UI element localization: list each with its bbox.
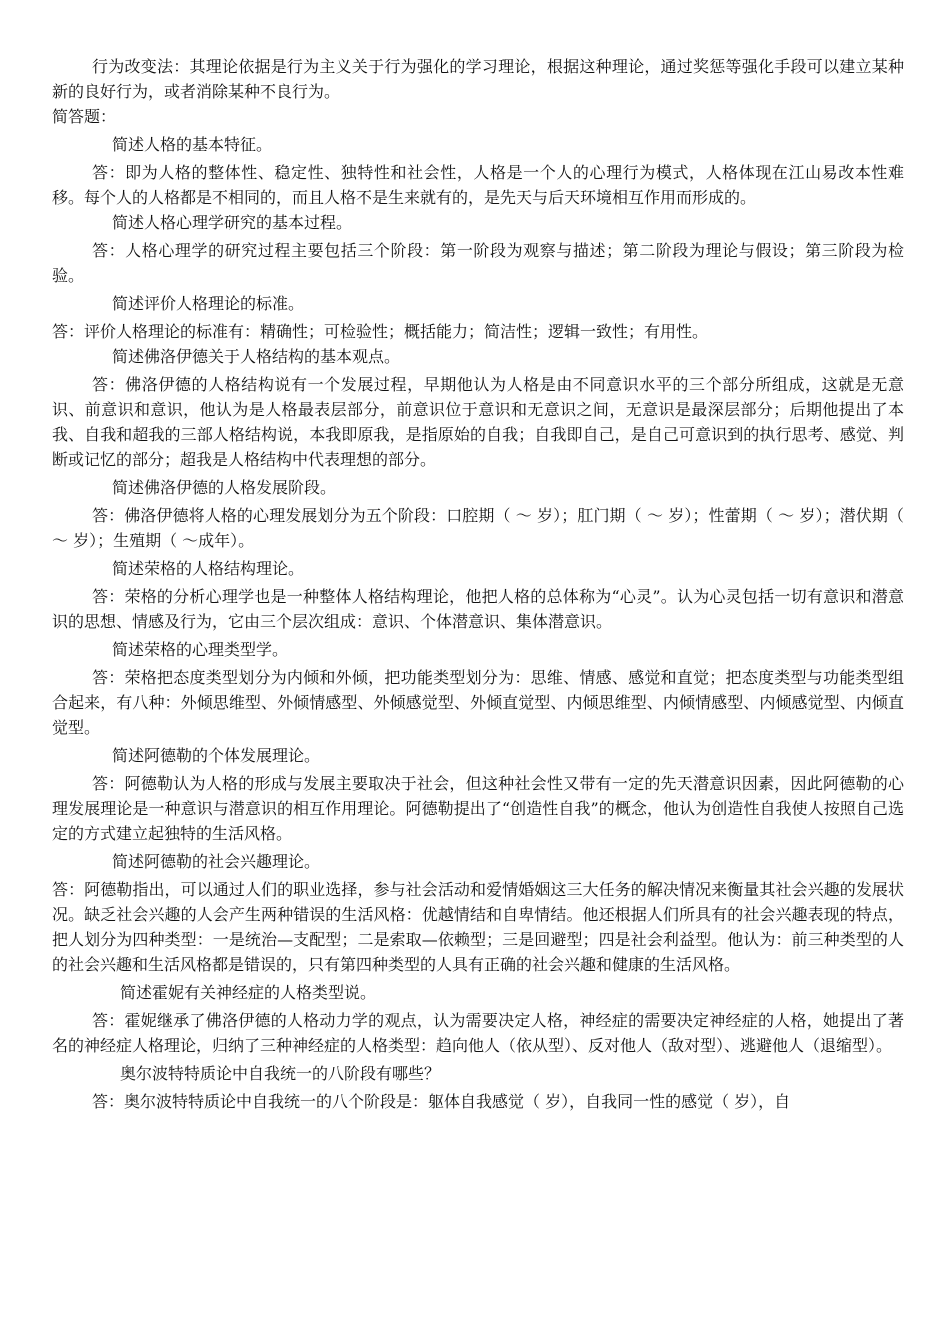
question-heading: 奥尔波特特质论中自我统一的八阶段有哪些？ [120,1064,441,1083]
answer-paragraph: 答：荣格把态度类型划分为内倾和外倾，把功能类型划分为：思维、情感、感觉和直觉；把态度类型与功能类型组合起来，有八种：外倾思维型、外倾情感型、外倾感觉型、外倾直觉型、内倾思维型、内倾情感型、内倾感觉型、内倾直觉型。 [52,668,904,737]
answer-paragraph: 答：奥尔波特特质论中自我统一的八个阶段是：躯体自我感觉（ 岁），自我同一性的感觉（ 岁），自 [92,1092,791,1111]
question-heading: 简述人格的基本特征。 [112,135,273,154]
answer-paragraph: 答：即为人格的整体性、稳定性、独特性和社会性，人格是一个人的心理行为模式，人格体现在江山易改本性难移。每个人的人格都是不相同的，而且人格不是生来就有的，是先天与后天环境相互作用而形成的。 [52,163,904,207]
question-heading: 简述人格心理学研究的基本过程。 [112,213,353,232]
answer-paragraph: 答：佛洛伊德的人格结构说有一个发展过程，早期他认为人格是由不同意识水平的三个部分所组成，这就是无意识、前意识和意识，他认为是人格最表层部分，前意识位于意识和无意识之间，无意识是最深层部分；后期他提出了本我、自我和超我的三部人格结构说，本我即原我，是指原始的自我；自我即自己，是自己可意识到的执行思考、感觉、判断或记忆的部分；超我是人格结构中代表理想的部分。 [52,375,904,469]
question-heading: 简述佛洛伊德关于人格结构的基本观点。 [112,347,401,366]
question-heading: 简述荣格的人格结构理论。 [112,559,305,578]
question-heading: 简述佛洛伊德的人格发展阶段。 [112,478,337,497]
question-heading: 简述评价人格理论的标准。 [112,294,305,313]
question-heading: 简述阿德勒的个体发展理论。 [112,746,321,765]
answer-paragraph: 答：人格心理学的研究过程主要包括三个阶段：第一阶段为观察与描述；第二阶段为理论与假设；第三阶段为检验。 [52,241,904,285]
question-heading: 简述阿德勒的社会兴趣理论。 [112,852,321,871]
answer-paragraph: 答：评价人格理论的标准有：精确性；可检验性；概括能力；简洁性；逻辑一致性；有用性。 [52,322,709,341]
answer-paragraph: 答：荣格的分析心理学也是一种整体人格结构理论，他把人格的总体称为“心灵”。认为心灵包括一切有意识和潜意识的思想、情感及行为，它由三个层次组成：意识、个体潜意识、集体潜意识。 [52,587,904,631]
question-heading: 简述霍妮有关神经症的人格类型说。 [120,983,377,1002]
paragraph-behavior-modification: 行为改变法：其理论依据是行为主义关于行为强化的学习理论，根据这种理论，通过奖惩等强化手段可以建立某种新的良好行为，或者消除某种不良行为。 [52,57,904,101]
section-heading-short-answer: 简答题： [52,107,117,126]
answer-paragraph: 答：阿德勒指出，可以通过人们的职业选择，参与社会活动和爱情婚姻这三大任务的解决情况来衡量其社会兴趣的发展状况。缺乏社会兴趣的人会产生两种错误的生活风格：优越情结和自卑情结。他还根据人们所具有的社会兴趣表现的特点，把人划分为四种类型：一是统治—支配型；二是索取—依赖型；三是回避型；四是社会利益型。他认为：前三种类型的人的社会兴趣和生活风格都是错误的，只有第四种类型的人具有正确的社会兴趣和健康的生活风格。 [52,880,904,974]
answer-paragraph: 答：霍妮继承了佛洛伊德的人格动力学的观点，认为需要决定人格，神经症的需要决定神经症的人格，她提出了著名的神经症人格理论，归纳了三种神经症的人格类型：趋向他人（依从型）、反对他人（敌对型）、逃避他人（退缩型）。 [52,1011,904,1055]
answer-paragraph: 答：阿德勒认为人格的形成与发展主要取决于社会，但这种社会性又带有一定的先天潜意识因素，因此阿德勒的心理发展理论是一种意识与潜意识的相互作用理论。阿德勒提出了“创造性自我”的概念，他认为创造性自我使人按照自己选定的方式建立起独特的生活风格。 [52,774,904,843]
answer-paragraph: 答：佛洛伊德将人格的心理发展划分为五个阶段：口腔期（ ～ 岁）；肛门期（ ～ 岁）；性蕾期（ ～ 岁）；潜伏期（ ～ 岁）；生殖期（ ～成年）。 [52,506,904,550]
question-heading: 简述荣格的心理类型学。 [112,640,289,659]
document-page [52,54,904,1114]
